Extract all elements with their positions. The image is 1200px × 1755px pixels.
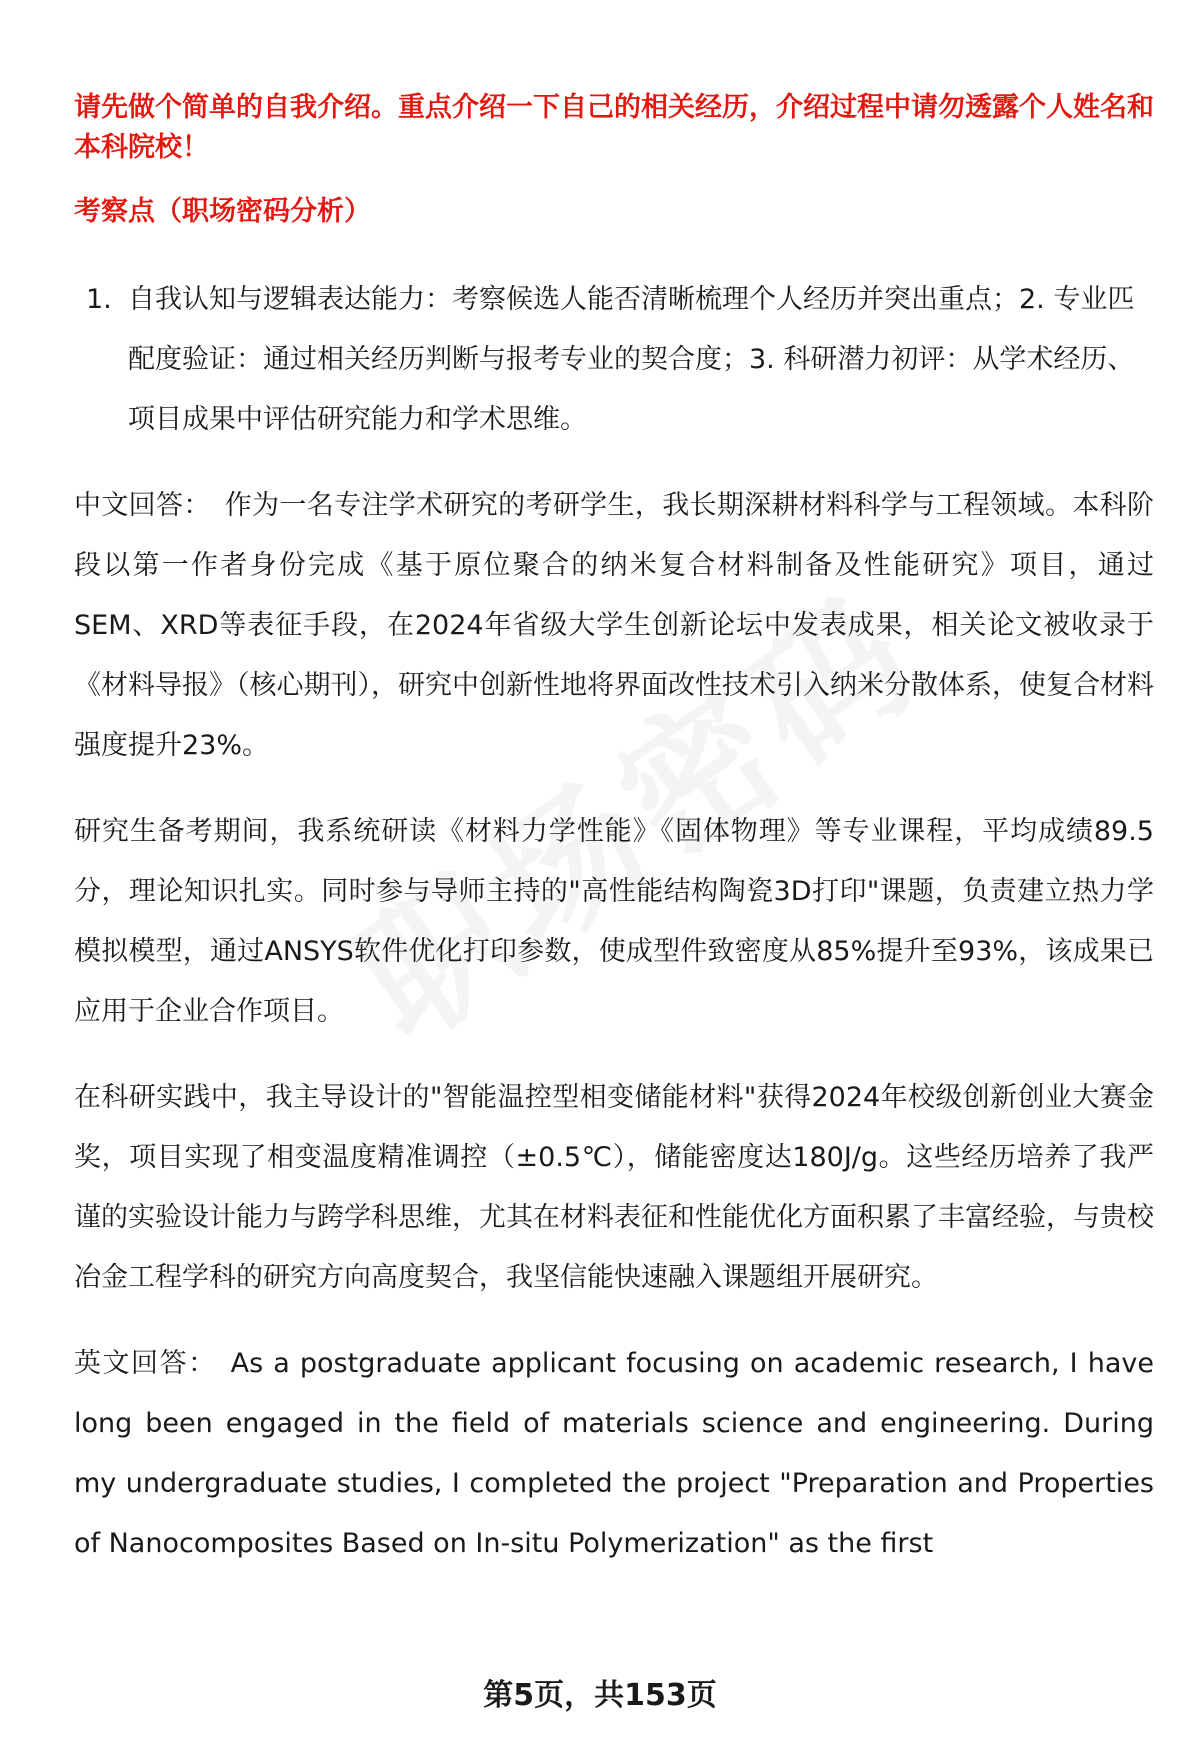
exam-points-list bbox=[74, 270, 1154, 450]
list-number: 1. bbox=[86, 284, 112, 315]
exam-points-text: 自我认知与逻辑表达能力：考察候选人能否清晰梳理个人经历并突出重点；2. 专业匹配度验证：通过相关经历判断与报考专业的契合度；3. 科研潜力初评：从学术经历、项目成果中评估研究能力和学术思维。 bbox=[128, 284, 1135, 435]
question-heading: 请先做个简单的自我介绍。重点介绍一下自己的相关经历，介绍过程中请勿透露个人姓名和本科院校！ bbox=[74, 92, 1154, 163]
chinese-answer-paragraph-2: 研究生备考期间，我系统研读《材料力学性能》《固体物理》等专业课程，平均成绩89.5分，理论知识扎实。同时参与导师主持的"高性能结构陶瓷3D打印"课题，负责建立热力学模拟模型，通过ANSYS软件优化打印参数，使成型件致密度从85%提升至93%，该成果已应用于企业合作项目。 bbox=[74, 816, 1154, 1027]
chinese-answer-paragraph-3: 在科研实践中，我主导设计的"智能温控型相变储能材料"获得2024年校级创新创业大赛金奖，项目实现了相变温度精准调控（±0.5℃），储能密度达180J/g。这些经历培养了我严谨的实验设计能力与跨学科思维，尤其在材料表征和性能优化方面积累了丰富经验，与贵校冶金工程学科的研究方向高度契合，我坚信能快速融入课题组开展研究。 bbox=[74, 1082, 1154, 1293]
chinese-answer-paragraph-1 bbox=[74, 476, 1154, 776]
chinese-answer-label: 中文回答： bbox=[74, 490, 211, 521]
chinese-answer-text-1: 作为一名专注学术研究的考研学生，我长期深耕材料科学与工程领域。本科阶段以第一作者身份完成《基于原位聚合的纳米复合材料制备及性能研究》项目，通过SEM、XRD等表征手段，在2024年省级大学生创新论坛中发表成果，相关论文被收录于《材料导报》（核心期刊），研究中创新性地将界面改性技术引入纳米分散体系，使复合材料强度提升23%。 bbox=[74, 490, 1155, 761]
english-answer-paragraph bbox=[74, 1334, 1154, 1574]
english-answer-text: As a postgraduate applicant focusing on academic research, I have long been engaged in the field of materials science and engineering. During my undergraduate studies, I completed the project "Preparation and Properties of Nanocomposites Based on In-situ Polymerization" as the first bbox=[74, 1348, 1154, 1559]
page-footer: 第5页，共153页 bbox=[483, 1678, 717, 1713]
exam-points-title: 考察点（职场密码分析） bbox=[74, 196, 371, 227]
document-body bbox=[74, 88, 1154, 1574]
english-answer-label: 英文回答： bbox=[74, 1348, 217, 1379]
